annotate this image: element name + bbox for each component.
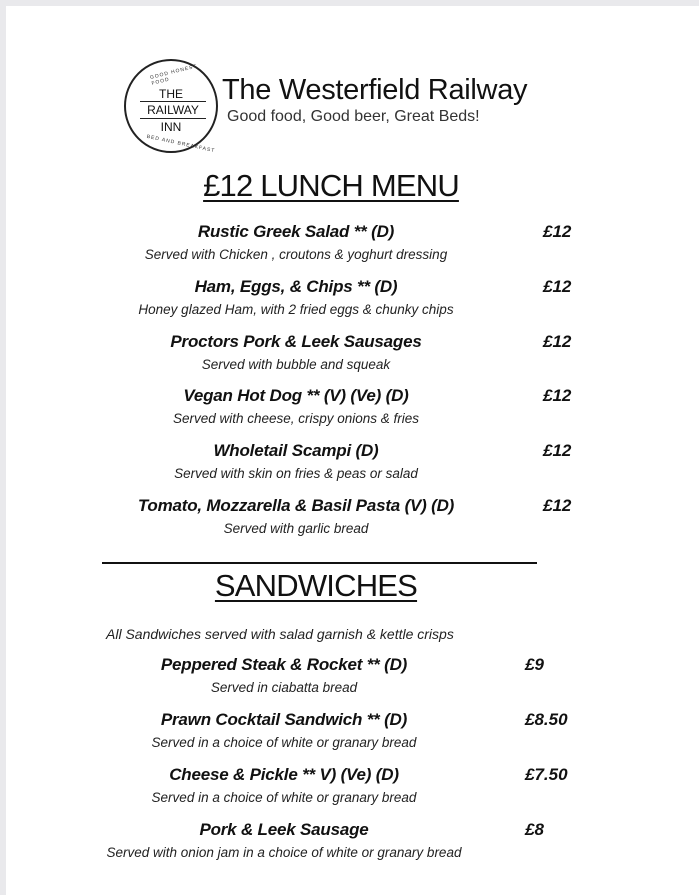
logo-ring-top-text: GOOD HONEST FOOD [149,63,198,87]
sandwich-item-description: Served in ciabatta bread [210,680,358,695]
section-divider [102,562,537,564]
logo-line-3: INN [160,120,182,134]
sandwich-item-description: Served in a choice of white or granary bread [151,735,417,750]
menu-item-price: £12 [543,222,572,241]
logo-ring-bottom-text: BED AND BREAKFAST [146,133,216,155]
sandwich-item-name: Cheese & Pickle ** V) (Ve) (D) [169,765,399,784]
menu-item-description: Served with bubble and squeak [201,357,391,372]
logo-line-2: RAILWAY [140,101,206,119]
menu-item-price: £12 [543,277,572,296]
menu-item-price: £12 [543,386,572,405]
brand-tagline: Good food, Good beer, Great Beds! [227,108,480,125]
railway-inn-logo [124,59,218,153]
sandwich-item-price: £7.50 [525,765,568,784]
sandwich-item-name: Prawn Cocktail Sandwich ** (D) [160,710,408,729]
menu-page [6,6,699,895]
menu-item-description: Served with Chicken , croutons & yoghurt dressing [144,247,448,262]
sandwich-item-name: Peppered Steak & Rocket ** (D) [160,655,408,674]
sandwich-item-description: Served in a choice of white or granary bread [151,790,417,805]
menu-item-description: Served with skin on fries & peas or salad [174,466,418,481]
sandwiches-title: SANDWICHES [214,568,418,603]
sandwich-item-name: Pork & Leek Sausage [199,820,369,839]
menu-item-description: Served with cheese, crispy onions & fries [172,411,420,426]
menu-item-name: Wholetail Scampi (D) [213,441,379,460]
menu-item-description: Served with garlic bread [223,521,369,536]
menu-item-price: £12 [543,332,572,351]
sandwich-item-description: Served with onion jam in a choice of white or granary bread [106,845,462,860]
menu-item-name: Vegan Hot Dog ** (V) (Ve) (D) [183,386,409,405]
brand-name: The Westerfield Railway [222,74,528,106]
menu-item-description: Honey glazed Ham, with 2 fried eggs & chunky chips [138,302,454,317]
sandwiches-note: All Sandwiches served with salad garnish & kettle crisps [106,626,454,642]
menu-item-price: £12 [543,496,572,515]
sandwich-item-price: £8.50 [525,710,568,729]
menu-item-name: Rustic Greek Salad ** (D) [197,222,395,241]
menu-item-price: £12 [543,441,572,460]
logo-line-1: THE [159,87,183,101]
menu-item-name: Ham, Eggs, & Chips ** (D) [194,277,398,296]
menu-item-name: Tomato, Mozzarella & Basil Pasta (V) (D) [137,496,455,515]
lunch-menu-title: £12 LUNCH MENU [203,168,459,203]
sandwich-item-price: £8 [525,820,544,839]
sandwich-item-price: £9 [525,655,544,674]
menu-item-name: Proctors Pork & Leek Sausages [170,332,422,351]
